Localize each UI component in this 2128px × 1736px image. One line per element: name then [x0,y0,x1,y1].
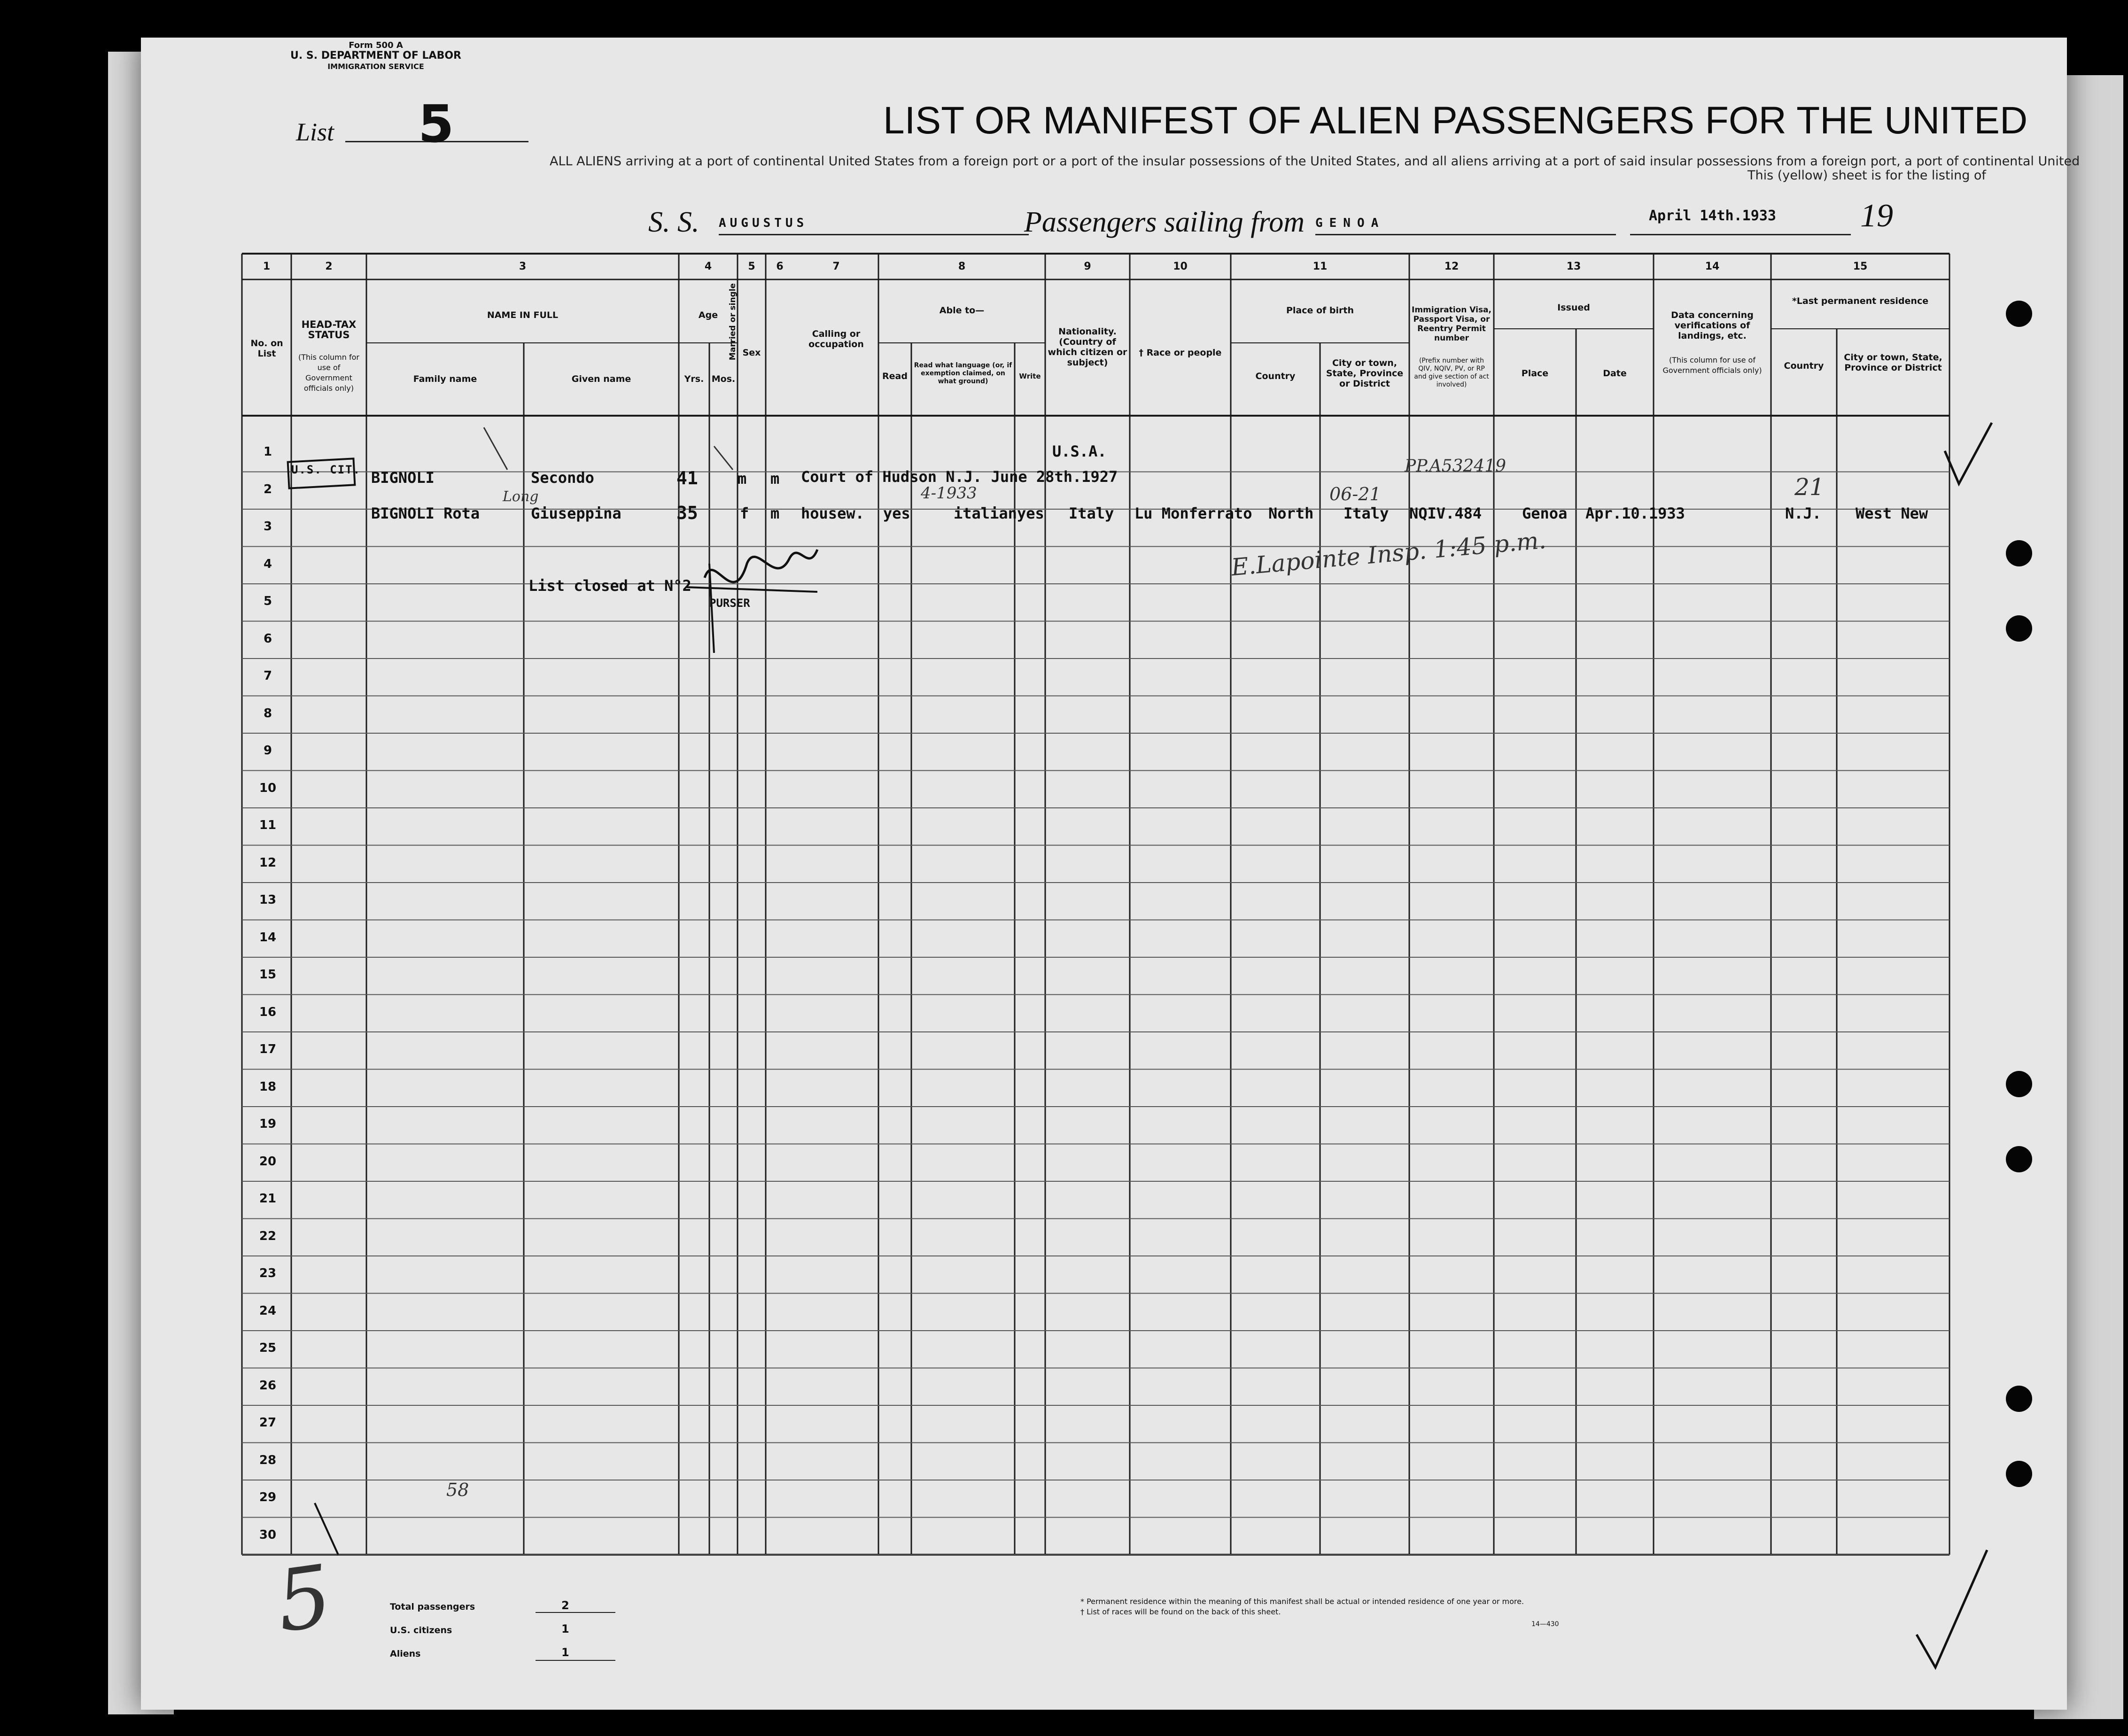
binder-hole [2006,540,2032,566]
binder-hole [2006,1146,2032,1172]
row1-age: 41 [676,468,698,488]
row-number: 2 [263,482,272,496]
row2-visa: NQIV.484 [1409,504,1482,522]
permanent-residence-note: * Permanent residence within the meaning of this manifest shall be actual or intended residence of one year or more. [1080,1597,1524,1606]
header-head-tax-note: (This column for use of Government officials only) [298,353,359,393]
row-number: 29 [259,1490,277,1504]
date-handwritten: 4-1933 [921,484,977,503]
row-number: 28 [259,1453,277,1467]
binder-hole [2006,1461,2032,1487]
row-number: 9 [263,744,272,758]
row2-married: m [770,504,780,522]
row2-sex: f [740,504,749,522]
ship-name: AUGUSTUS [719,216,808,230]
row-number: 26 [259,1378,277,1393]
row-number: 6 [263,631,272,646]
col-num-10: 10 [1173,261,1188,272]
header-race: † Race or people [1139,348,1222,358]
col-num-3: 3 [519,261,527,272]
row-number: 15 [259,968,277,982]
header-yrs: Yrs. [684,374,704,384]
row2-occupation: housew. [801,504,864,522]
header-mos: Mos. [711,374,736,384]
binder-hole [2006,1386,2032,1412]
col-num-1: 1 [263,261,271,272]
department: U. S. DEPARTMENT OF LABOR [290,50,461,62]
header-calling: Calling or occupation [808,329,864,349]
header-res-city: City or town, State, Province or District [1844,352,1942,373]
row1-nationality-note: U.S.A. [1052,442,1107,460]
list-closed-note: List closed at N°2 [528,577,691,595]
total-passengers-value: 2 [561,1599,569,1612]
form-number: Form 500 A [349,40,403,50]
header-birth-country: Country [1255,371,1296,381]
col-num-13: 13 [1566,261,1581,272]
row-number: 8 [263,706,272,721]
header-nationality: Nationality. (Country of which citizen or subject) [1048,326,1127,368]
row-number: 18 [259,1079,277,1094]
long-handwritten: Long [503,488,539,505]
row2-nationality: Italy [1069,504,1114,522]
row2-issued-place: Genoa [1522,504,1568,522]
row-number: 27 [259,1416,277,1430]
header-visa-note: (Prefix number with QIV, NQIV, PV, or RP and give section of act involved) [1414,357,1489,388]
col-num-6: 6 [776,261,784,272]
row2-age: 35 [676,503,698,523]
row2-write: yes [1017,504,1044,522]
print-code: 14—430 [1531,1620,1559,1628]
header-given-name: Given name [571,374,631,384]
us-citizens-label: U.S. citizens [390,1625,452,1635]
us-citizens-value: 1 [561,1622,569,1635]
row2-given-name: Giuseppina [531,504,621,522]
row-number: 14 [259,930,277,945]
row-number: 21 [259,1192,277,1206]
header-read-language: Read what language (or, if exemption claimed, on what ground) [914,362,1012,385]
header-able-to: Able to— [939,305,985,316]
subtitle-line-2: This (yellow) sheet is for the listing of [1747,168,1986,183]
row2-family-name: BIGNOLI Rota [371,504,480,522]
header-name-in-full: NAME IN FULL [487,310,559,320]
port-name: GENOA [1315,216,1385,230]
inspector-annotation: E.Lapointe Insp. 1:45 p.m. [1230,526,1547,581]
row2-race: Lu Monferrato [1134,504,1252,522]
row-number: 7 [263,669,272,683]
row-number: 4 [263,557,272,571]
row-number: 24 [259,1303,277,1318]
row1-stamp-text: U.S. CIT. [291,463,361,476]
row-number: 13 [259,893,277,907]
row2-birth-country: North [1268,504,1314,522]
header-sex: Sex [742,348,761,358]
header-no-on-list: No. on List [250,338,283,359]
header-head-tax: HEAD-TAX STATUS [301,319,357,341]
row2-res-country: N.J. [1785,504,1822,522]
col-num-15: 15 [1853,261,1868,272]
header-data-14-note: (This column for use of Government officials only) [1662,356,1762,375]
row-number: 25 [259,1341,277,1355]
aliens-value: 1 [561,1646,569,1659]
row-number: 1 [263,445,272,459]
header-issued: Issued [1557,302,1590,313]
row-number: 12 [259,855,277,870]
binder-hole [2006,1071,2032,1097]
header-family-name: Family name [413,374,477,384]
row2-language: italian [954,504,1017,522]
purser-label: PURSER [709,597,750,610]
header-visa: Immigration Visa, Passport Visa, or Reentry Permit number [1412,305,1491,343]
header-married: Married or single [728,283,738,361]
header-res-country: Country [1784,361,1824,371]
big-five-handwritten: 5 [271,1547,338,1651]
binder-hole [2006,301,2032,327]
binder-hole [2006,615,2032,642]
row-number: 23 [259,1266,277,1280]
row2-res-city: West New [1856,504,1928,522]
residence-handwritten: 21 [1794,473,1825,501]
row-number: 20 [259,1154,277,1169]
row-number: 5 [263,594,272,608]
code-handwritten: 06-21 [1329,484,1381,504]
header-issued-place: Place [1521,368,1549,379]
header-last-residence: *Last permanent residence [1792,296,1929,306]
subtitle-line-1: ALL ALIENS arriving at a port of continental United States from a foreign port or a port of the insular possessions of the United States, and all aliens arriving at a port of said insular possessions from a foreign port, a port of continental United [550,154,2080,169]
col-num-4: 4 [704,261,712,272]
header-data-14: Data concerning verifications of landings, etc. [1671,310,1754,341]
row1-married: m [770,470,780,488]
header-issued-date: Date [1603,368,1627,379]
total-passengers-label: Total passengers [390,1602,475,1612]
row1-family-name: BIGNOLI [371,469,435,487]
col-num-11: 11 [1313,261,1328,272]
row1-visa-handwritten: PP.A532419 [1405,457,1507,476]
row-number: 16 [259,1005,277,1019]
header-place-of-birth: Place of birth [1286,305,1354,316]
col-num-12: 12 [1444,261,1459,272]
col-num-2: 2 [325,261,333,272]
races-note: † List of races will be found on the back of this sheet. [1080,1607,1281,1616]
row-number: 19 [259,1117,277,1131]
row1-sex: m [738,470,747,488]
header-age: Age [698,310,718,320]
sailing-date: April 14th.1933 [1649,208,1776,224]
row-number: 11 [259,818,277,832]
sailing-label: Passengers sailing from [1024,206,1305,238]
row-number: 10 [259,781,277,795]
mark-58: 58 [446,1480,469,1500]
row2-issued-date: Apr.10.1933 [1585,504,1685,522]
list-label: List [296,118,334,146]
row2-birth-city: Italy [1344,504,1389,522]
list-number: 5 [418,94,454,154]
ss-label: S. S. [648,206,699,238]
row-number: 22 [259,1229,277,1243]
header-read: Read [882,371,908,381]
year-label: 19 [1860,198,1893,234]
row1-given-name: Secondo [531,469,594,487]
page-title: LIST OR MANIFEST OF ALIEN PASSENGERS FOR THE UNITED [883,99,2028,142]
header-write: Write [1019,372,1041,380]
row-number: 3 [263,519,272,534]
col-num-7: 7 [832,261,840,272]
footer-lines [536,1612,615,1661]
aliens-label: Aliens [390,1649,421,1659]
row-number: 17 [259,1042,277,1056]
service: IMMIGRATION SERVICE [327,62,424,71]
col-num-8: 8 [958,261,966,272]
row1-occupation: Court of Hudson N.J. June 28th.1927 [801,468,1118,486]
col-num-5: 5 [748,261,755,272]
header-birth-city: City or town, State, Province or District [1326,358,1404,389]
row2-read: yes [883,504,910,522]
col-num-14: 14 [1705,261,1720,272]
row-number: 30 [259,1527,277,1542]
col-num-9: 9 [1084,261,1091,272]
